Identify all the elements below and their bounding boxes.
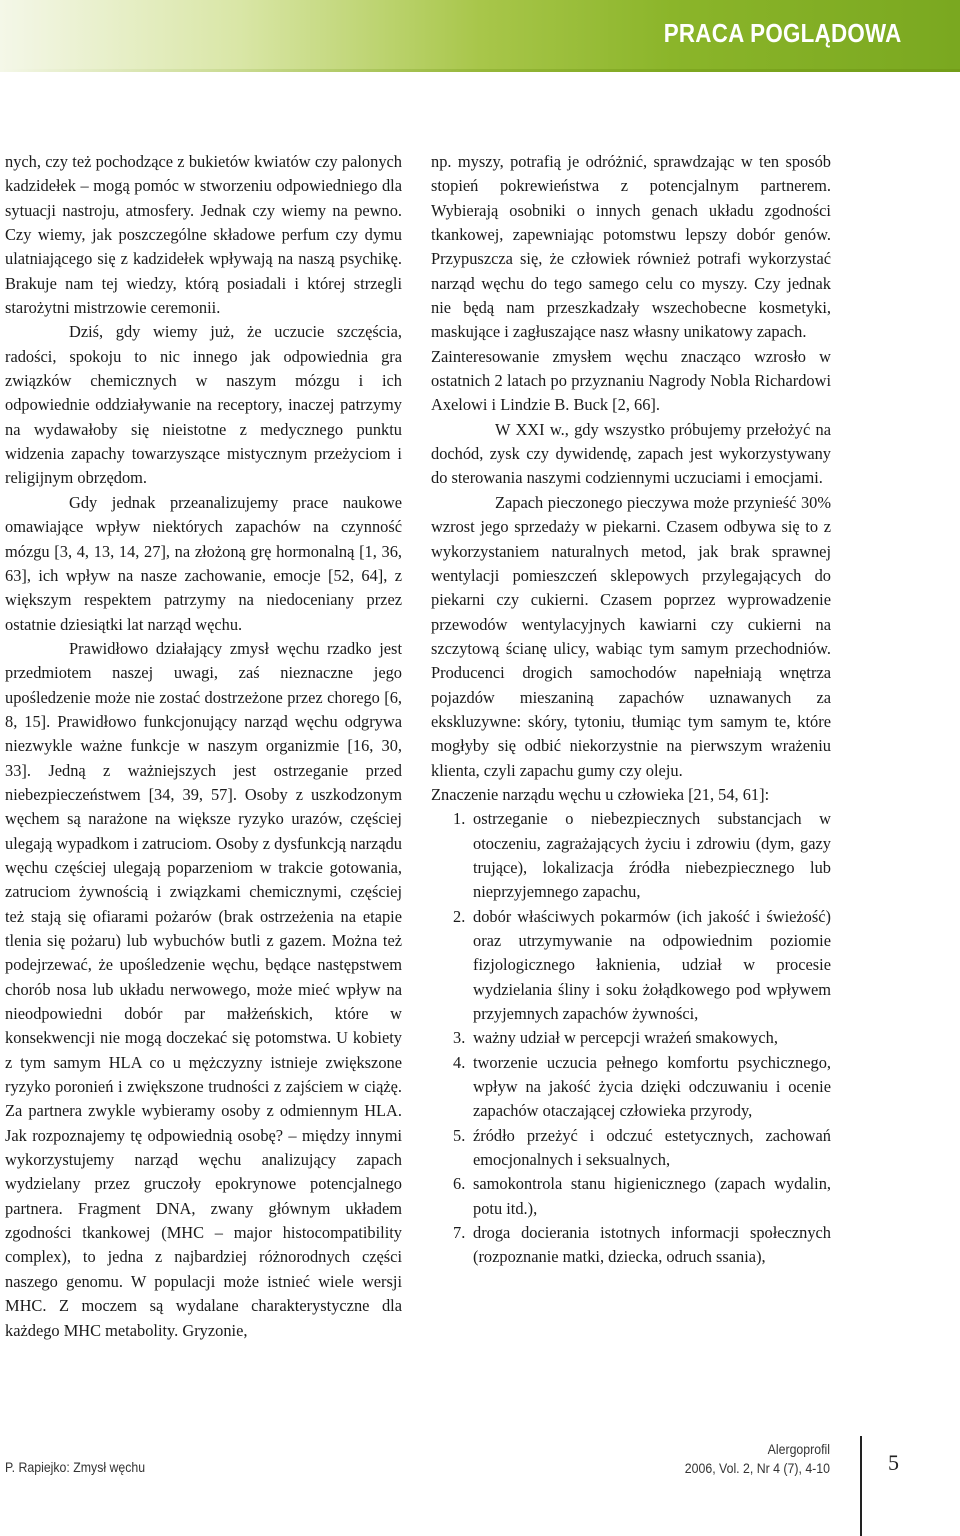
- page-number: 5: [888, 1450, 899, 1475]
- footer-journal-info: [685, 1440, 830, 1478]
- list-number: 2.: [453, 906, 466, 926]
- paragraph: W XXI w., gdy wszystko próbujemy przełożyć na dochód, zysk czy dywidendę, zapach jest wykorzystywany do sterowania naszymi codziennymi uczuciami i emocjami.: [431, 419, 831, 488]
- list-text: dobór właściwych pokarmów (ich jakość i świeżość) oraz utrzymywanie na odpowiednim poziomie fizjologicznego łaknienia, udział w procesie wydzielania śliny i soku żołądkowego pod wpływem przyjemnych zapachów żywności,: [473, 906, 831, 1024]
- list-number: 4.: [453, 1052, 466, 1072]
- list-item: [431, 1221, 831, 1270]
- paragraph: Prawidłowo działający zmysł węchu rzadko jest przedmiotem naszej uwagi, zaś nieznaczne jego upośledzenie może nie zostać dostrzeżone przez chorego [6, 8, 15]. Prawidłowo funkcjonujący narząd węchu odgrywa niezwykle ważne funkcje w naszym organizmie [16, 30, 33]. Jedną z ważniejszych jest ostrzeganie przed niebezpieczeństwem [34, 39, 57]. Osoby z uszkodzonym węchem są narażone na większe ryzyko urazów, częściej ulegają wypadkom i zatruciom. Osoby z dysfunkcją narządu węchu częściej ulegają poparzeniom w trakcie gotowania, zatruciom żywnością i związkami chemicznymi, częściej też stają się ofiarami pożarów (brak ostrzeżenia na etapie tlenia się pożaru) lub wybuchów butli z gazem. Można też podejrzewać, że upośledzenie węchu, będące następstwem chorób nosa lub układu nerwowego, może mieć wpływ na nieodpowiedni dobór par małżeńskich, które w konsekwencji nie mogą doczekać się potomstwa. U kobiety z tym samym HLA co u mężczyzny istnieje zwiększone ryzyko poronień i zwiększone trudności z zajściem w ciążę. Za partnera zwykle wybieramy osoby z odmiennym HLA. Jak rozpoznajemy tę odpowiednią osobę? – między innymi wykorzystujemy narząd węchu analizujący zapach wydzielany przez gruczoły epokrynowe potencjalnego partnera. Fragment DNA, zwany głównym układem zgodności tkankowej (MHC – major histocompatibility complex), to jedna z najbardziej różnorodnych części naszego genomu. W populacji może istnieć wiele wersji MHC. Z moczem są wydalane charakterystyczne dla każdego MHC metabolity. Gryzonie,: [5, 638, 402, 1340]
- list-number: 7.: [453, 1223, 466, 1243]
- list-heading: Znaczenie narządu węchu u człowieka [21, 54, 61]:: [431, 784, 770, 804]
- list-text: droga docierania istotnych informacji społecznych (rozpoznanie matki, dziecka, odruch ssania),: [473, 1223, 831, 1267]
- right-column: [431, 150, 831, 1270]
- list-number: 3.: [453, 1028, 466, 1048]
- journal-issue: 2006, Vol. 2, Nr 4 (7), 4-10: [684, 1460, 830, 1476]
- footer-author: P. Rapiejko: Zmysł węchu: [5, 1459, 146, 1475]
- journal-name: Alergoprofil: [767, 1441, 830, 1457]
- list-item: [431, 807, 831, 904]
- list-item: [431, 905, 831, 1027]
- list-number: 6.: [453, 1174, 466, 1194]
- list-number: 1.: [453, 809, 466, 829]
- header-bar: [0, 0, 960, 72]
- list-text: źródło przeżyć i odczuć estetycznych, zachowań emocjonalnych i seksualnych,: [473, 1125, 831, 1170]
- list-item: [431, 1172, 831, 1221]
- paragraph: Zapach pieczonego pieczywa może przynieść 30% wzrost jego sprzedaży w piekarni. Czasem odbywa się to z wykorzystaniem naturalnych metod, jak brak sprawnej wentylacji pomieszczeń sklepowych przylegających do piekarni czy cukierni. Czasem poprzez wyprowadzenie przewodów wentylacyjnych kawiarni czy cukierni na szczytową ścianę ulicy, wabiąc tym samym przechodniów. Producenci drogich samochodów napełniają wnętrza pojazdów mieszaniną zapachów uznawanych za ekskluzywne: skóry, tytoniu, tłumiąc tym samym te, które mogłyby się odbić niekorzystnie na pierwszym wrażeniu klienta, czyli zapachu gumy czy oleju.: [431, 492, 831, 780]
- paragraph: Zainteresowanie zmysłem węchu znacząco wzrosło w ostatnich 2 latach po przyznaniu Nagrody Nobla Richardowi Axelowi i Lindzie B. Buck [2, 66].: [431, 346, 831, 415]
- list-text: samokontrola stanu higienicznego (zapach wydalin, potu itd.),: [473, 1174, 831, 1218]
- list-item: [431, 1051, 831, 1124]
- list-item: [431, 1026, 831, 1050]
- functions-list: [431, 807, 831, 1270]
- list-item: [431, 1124, 831, 1173]
- list-text: tworzenie uczucia pełnego komfortu psychicznego, wpływ na jakość życia dzięki odczuwaniu i ocenie zapachów otaczającej człowieka przyrody,: [473, 1052, 831, 1121]
- list-text: ważny udział w percepcji wrażeń smakowych,: [473, 1028, 778, 1048]
- paragraph: nych, czy też pochodzące z bukietów kwiatów czy palonych kadzidełek – mogą pomóc w stworzeniu odpowiedniego dla sytuacji nastroju, atmosfery. Jednak czy wiemy na pewno. Czy wiemy, jak poszczególne składowe perfum czy dymu ulatniającego się z kadzidełek wpływają na naszą psychikę. Brakuje nam tej wiedzy, którą posiadali i której strzegli starożytni mistrzowie ceremonii.: [5, 152, 402, 318]
- footer-divider: [860, 1436, 862, 1536]
- list-text: ostrzeganie o niebezpiecznych substancjach w otoczeniu, zagrażających życiu i zdrowiu (dym, gazy trujące), lokalizacja źródła niebezpiecznego lub nieprzyjemnego zapachu,: [473, 809, 831, 902]
- list-number: 5.: [453, 1125, 466, 1145]
- left-column: [5, 150, 402, 1343]
- paragraph: Dziś, gdy wiemy już, że uczucie szczęścia, radości, spokoju to nic innego jak odpowiednia gra związków chemicznych w naszym mózgu i ich odpowiednie oddziaływanie na receptory, inaczej patrzymy na wydawałoby się nieistotne z medycznego punktu widzenia zapachy towarzyszące mistycznym przeżyciom i religijnym obrzędom.: [5, 322, 402, 488]
- paragraph: np. myszy, potrafią je odróżnić, sprawdzając w ten sposób stopień pokrewieństwa z potencjalnym partnerem. Wybierają osobniki o innych genach układu zgodności tkankowej, zapewniając potomstwu lepszy dobór genów. Przypuszcza się, że człowiek również potrafi wykorzystać narząd węchu do tego samego celu co myszy. Czy jednak nie będą nam przeszkadzały wszechobecne kosmetyki, maskujące i zagłuszające nasz własny unikatowy zapach.: [431, 152, 831, 342]
- paragraph: Gdy jednak przeanalizujemy prace naukowe omawiające wpływ niektórych zapachów na czynność mózgu [3, 4, 13, 14, 27], na złożoną grę hormonalną [1, 36, 63], ich wpływ na nasze zachowanie, emocje [52, 64], z większym respektem patrzymy na niedoceniany przez ostatnie dziesiątki lat narząd węchu.: [5, 492, 402, 634]
- section-label: PRACA POGLĄDOWA: [664, 18, 902, 48]
